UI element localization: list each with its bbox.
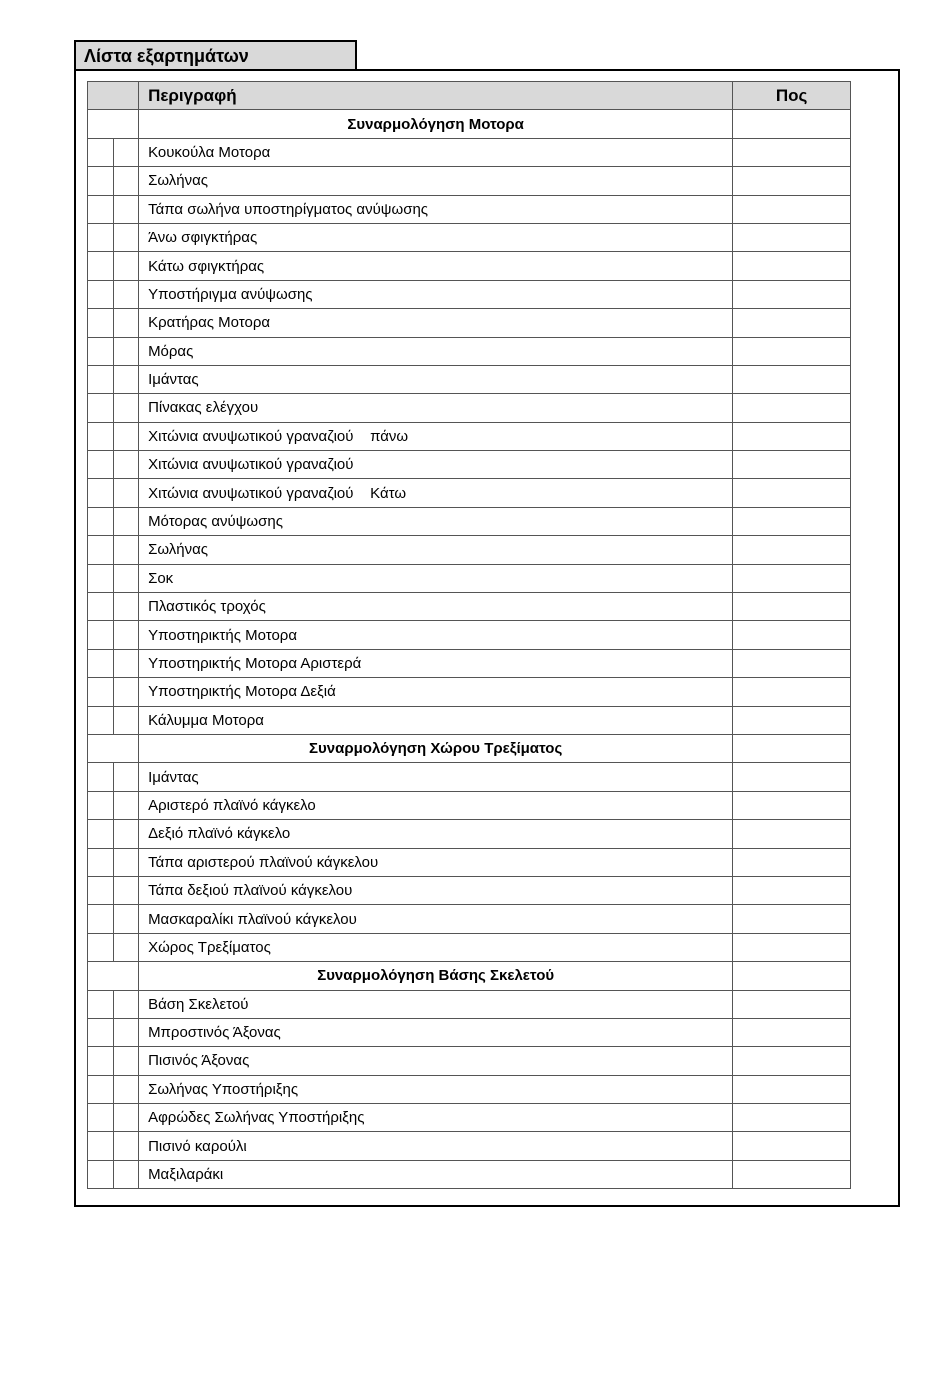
row-description: Τάπα σωλήνα υποστηρίγματος ανύψωσης bbox=[139, 195, 733, 223]
row-pos-cell bbox=[733, 763, 851, 791]
row-description: Βάση Σκελετού bbox=[139, 990, 733, 1018]
row-code-cell bbox=[113, 223, 139, 251]
table-row bbox=[88, 649, 851, 677]
row-description: Τάπα αριστερού πλαϊνού κάγκελου bbox=[139, 848, 733, 876]
section-blank-cell bbox=[88, 110, 139, 138]
row-pos-cell bbox=[733, 1104, 851, 1132]
row-index-cell bbox=[88, 649, 114, 677]
row-description: Αφρώδες Σωλήνας Υποστήριξης bbox=[139, 1104, 733, 1132]
row-code-cell bbox=[113, 394, 139, 422]
row-pos-cell bbox=[733, 1160, 851, 1188]
table-row bbox=[88, 1018, 851, 1046]
row-description: Σωλήνας bbox=[139, 167, 733, 195]
row-pos-cell bbox=[733, 223, 851, 251]
row-description: Άνω σφιγκτήρας bbox=[139, 223, 733, 251]
row-index-cell bbox=[88, 820, 114, 848]
table-row bbox=[88, 337, 851, 365]
table-row bbox=[88, 252, 851, 280]
row-index-cell bbox=[88, 990, 114, 1018]
row-pos-cell bbox=[733, 536, 851, 564]
row-index-cell bbox=[88, 1047, 114, 1075]
row-index-cell bbox=[88, 479, 114, 507]
section-pos-cell bbox=[733, 734, 851, 762]
row-code-cell bbox=[113, 905, 139, 933]
row-description: Κάλυμμα Μοτορα bbox=[139, 706, 733, 734]
row-code-cell bbox=[113, 990, 139, 1018]
row-pos-cell bbox=[733, 1047, 851, 1075]
row-pos-cell bbox=[733, 876, 851, 904]
row-description: Πισινό καρούλι bbox=[139, 1132, 733, 1160]
section-blank-cell bbox=[88, 962, 139, 990]
row-description: Πισινός Άξονας bbox=[139, 1047, 733, 1075]
row-description: Αριστερό πλαϊνό κάγκελο bbox=[139, 791, 733, 819]
section-title: Συναρμολόγηση Βάσης Σκελετού bbox=[139, 962, 733, 990]
row-code-cell bbox=[113, 593, 139, 621]
row-pos-cell bbox=[733, 990, 851, 1018]
table-row bbox=[88, 223, 851, 251]
row-pos-cell bbox=[733, 820, 851, 848]
row-index-cell bbox=[88, 621, 114, 649]
row-code-cell bbox=[113, 678, 139, 706]
row-code-cell bbox=[113, 280, 139, 308]
row-pos-cell bbox=[733, 621, 851, 649]
row-code-cell bbox=[113, 195, 139, 223]
section-title: Συναρμολόγηση Μοτορα bbox=[139, 110, 733, 138]
row-code-cell bbox=[113, 1047, 139, 1075]
header-pos: Πος bbox=[733, 82, 851, 110]
row-index-cell bbox=[88, 933, 114, 961]
row-description: Χιτώνια ανυψωτικού γραναζιού πάνω bbox=[139, 422, 733, 450]
row-index-cell bbox=[88, 138, 114, 166]
row-code-cell bbox=[113, 536, 139, 564]
row-description: Σωλήνας Υποστήριξης bbox=[139, 1075, 733, 1103]
row-code-cell bbox=[113, 621, 139, 649]
section-row bbox=[88, 110, 851, 138]
row-index-cell bbox=[88, 167, 114, 195]
row-index-cell bbox=[88, 280, 114, 308]
page-title: Λίστα εξαρτημάτων bbox=[74, 40, 357, 69]
row-description: Μπροστινός Άξονας bbox=[139, 1018, 733, 1046]
row-code-cell bbox=[113, 649, 139, 677]
row-index-cell bbox=[88, 678, 114, 706]
row-code-cell bbox=[113, 479, 139, 507]
row-pos-cell bbox=[733, 280, 851, 308]
row-index-cell bbox=[88, 195, 114, 223]
row-pos-cell bbox=[733, 167, 851, 195]
table-row bbox=[88, 763, 851, 791]
section-title: Συναρμολόγηση Χώρου Τρεξίματος bbox=[139, 734, 733, 762]
row-code-cell bbox=[113, 1075, 139, 1103]
row-index-cell bbox=[88, 337, 114, 365]
section-row bbox=[88, 962, 851, 990]
row-pos-cell bbox=[733, 451, 851, 479]
row-pos-cell bbox=[733, 507, 851, 535]
row-code-cell bbox=[113, 876, 139, 904]
table-row bbox=[88, 1075, 851, 1103]
table-row bbox=[88, 365, 851, 393]
table-row bbox=[88, 138, 851, 166]
table-row bbox=[88, 1104, 851, 1132]
table-row bbox=[88, 706, 851, 734]
row-code-cell bbox=[113, 507, 139, 535]
row-code-cell bbox=[113, 138, 139, 166]
table-row bbox=[88, 422, 851, 450]
row-code-cell bbox=[113, 1018, 139, 1046]
row-index-cell bbox=[88, 536, 114, 564]
row-pos-cell bbox=[733, 933, 851, 961]
row-description: Κουκούλα Μοτορα bbox=[139, 138, 733, 166]
table-row bbox=[88, 1160, 851, 1188]
row-index-cell bbox=[88, 365, 114, 393]
section-pos-cell bbox=[733, 962, 851, 990]
row-code-cell bbox=[113, 365, 139, 393]
row-pos-cell bbox=[733, 479, 851, 507]
table-row bbox=[88, 905, 851, 933]
table-row bbox=[88, 876, 851, 904]
row-pos-cell bbox=[733, 309, 851, 337]
row-index-cell bbox=[88, 309, 114, 337]
table-row bbox=[88, 536, 851, 564]
row-description: Πίνακας ελέγχου bbox=[139, 394, 733, 422]
row-pos-cell bbox=[733, 564, 851, 592]
row-index-cell bbox=[88, 791, 114, 819]
row-code-cell bbox=[113, 1132, 139, 1160]
row-description: Χιτώνια ανυψωτικού γραναζιού bbox=[139, 451, 733, 479]
row-code-cell bbox=[113, 422, 139, 450]
table-row bbox=[88, 394, 851, 422]
table-row bbox=[88, 280, 851, 308]
table-row bbox=[88, 791, 851, 819]
row-index-cell bbox=[88, 848, 114, 876]
row-pos-cell bbox=[733, 252, 851, 280]
row-index-cell bbox=[88, 593, 114, 621]
table-row bbox=[88, 820, 851, 848]
row-index-cell bbox=[88, 1132, 114, 1160]
row-pos-cell bbox=[733, 138, 851, 166]
row-pos-cell bbox=[733, 1018, 851, 1046]
row-index-cell bbox=[88, 564, 114, 592]
row-index-cell bbox=[88, 507, 114, 535]
row-pos-cell bbox=[733, 649, 851, 677]
table-row bbox=[88, 933, 851, 961]
section-blank-cell bbox=[88, 734, 139, 762]
row-code-cell bbox=[113, 252, 139, 280]
row-description: Σοκ bbox=[139, 564, 733, 592]
row-code-cell bbox=[113, 1104, 139, 1132]
row-description: Μότορας ανύψωσης bbox=[139, 507, 733, 535]
row-description: Πλαστικός τροχός bbox=[139, 593, 733, 621]
row-pos-cell bbox=[733, 1075, 851, 1103]
table-row bbox=[88, 1132, 851, 1160]
table-row bbox=[88, 479, 851, 507]
row-pos-cell bbox=[733, 791, 851, 819]
row-pos-cell bbox=[733, 394, 851, 422]
row-description: Υποστηρικτής Μοτορα bbox=[139, 621, 733, 649]
row-pos-cell bbox=[733, 337, 851, 365]
row-description: Ιμάντας bbox=[139, 365, 733, 393]
row-index-cell bbox=[88, 905, 114, 933]
section-pos-cell bbox=[733, 110, 851, 138]
table-row bbox=[88, 309, 851, 337]
table-row bbox=[88, 507, 851, 535]
row-pos-cell bbox=[733, 593, 851, 621]
row-pos-cell bbox=[733, 678, 851, 706]
row-index-cell bbox=[88, 1104, 114, 1132]
row-code-cell bbox=[113, 337, 139, 365]
row-index-cell bbox=[88, 252, 114, 280]
row-code-cell bbox=[113, 933, 139, 961]
row-index-cell bbox=[88, 706, 114, 734]
row-code-cell bbox=[113, 167, 139, 195]
row-description: Σωλήνας bbox=[139, 536, 733, 564]
row-index-cell bbox=[88, 876, 114, 904]
table-row bbox=[88, 848, 851, 876]
row-description: Μαξιλαράκι bbox=[139, 1160, 733, 1188]
table-row bbox=[88, 621, 851, 649]
row-code-cell bbox=[113, 706, 139, 734]
row-pos-cell bbox=[733, 706, 851, 734]
row-index-cell bbox=[88, 1160, 114, 1188]
table-row bbox=[88, 195, 851, 223]
row-index-cell bbox=[88, 394, 114, 422]
row-description: Κρατήρας Μοτορα bbox=[139, 309, 733, 337]
row-pos-cell bbox=[733, 905, 851, 933]
parts-table bbox=[87, 81, 851, 1189]
row-description: Τάπα δεξιού πλαϊνού κάγκελου bbox=[139, 876, 733, 904]
row-pos-cell bbox=[733, 848, 851, 876]
row-pos-cell bbox=[733, 422, 851, 450]
table-row bbox=[88, 990, 851, 1018]
row-index-cell bbox=[88, 763, 114, 791]
row-code-cell bbox=[113, 791, 139, 819]
header-blank-cell bbox=[88, 82, 139, 110]
row-description: Ιμάντας bbox=[139, 763, 733, 791]
table-row bbox=[88, 167, 851, 195]
table-header-row bbox=[88, 82, 851, 110]
table-row bbox=[88, 678, 851, 706]
row-description: Υποστήριγμα ανύψωσης bbox=[139, 280, 733, 308]
row-code-cell bbox=[113, 309, 139, 337]
row-code-cell bbox=[113, 763, 139, 791]
row-description: Κάτω σφιγκτήρας bbox=[139, 252, 733, 280]
row-index-cell bbox=[88, 1075, 114, 1103]
section-row bbox=[88, 734, 851, 762]
row-code-cell bbox=[113, 564, 139, 592]
row-index-cell bbox=[88, 451, 114, 479]
row-code-cell bbox=[113, 820, 139, 848]
header-description: Περιγραφή bbox=[139, 82, 733, 110]
row-description: Υποστηρικτής Μοτορα Αριστερά bbox=[139, 649, 733, 677]
row-pos-cell bbox=[733, 195, 851, 223]
row-index-cell bbox=[88, 223, 114, 251]
row-description: Χώρος Τρεξίματος bbox=[139, 933, 733, 961]
row-pos-cell bbox=[733, 365, 851, 393]
table-row bbox=[88, 1047, 851, 1075]
table-row bbox=[88, 451, 851, 479]
row-description: Δεξιό πλαϊνό κάγκελο bbox=[139, 820, 733, 848]
row-code-cell bbox=[113, 1160, 139, 1188]
row-index-cell bbox=[88, 422, 114, 450]
row-description: Μασκαραλίκι πλαϊνού κάγκελου bbox=[139, 905, 733, 933]
row-code-cell bbox=[113, 848, 139, 876]
row-description: Μόρας bbox=[139, 337, 733, 365]
table-row bbox=[88, 593, 851, 621]
row-description: Υποστηρικτής Μοτορα Δεξιά bbox=[139, 678, 733, 706]
row-pos-cell bbox=[733, 1132, 851, 1160]
parts-table-body bbox=[88, 82, 851, 1189]
row-description: Χιτώνια ανυψωτικού γραναζιού Κάτω bbox=[139, 479, 733, 507]
table-row bbox=[88, 564, 851, 592]
row-code-cell bbox=[113, 451, 139, 479]
row-index-cell bbox=[88, 1018, 114, 1046]
